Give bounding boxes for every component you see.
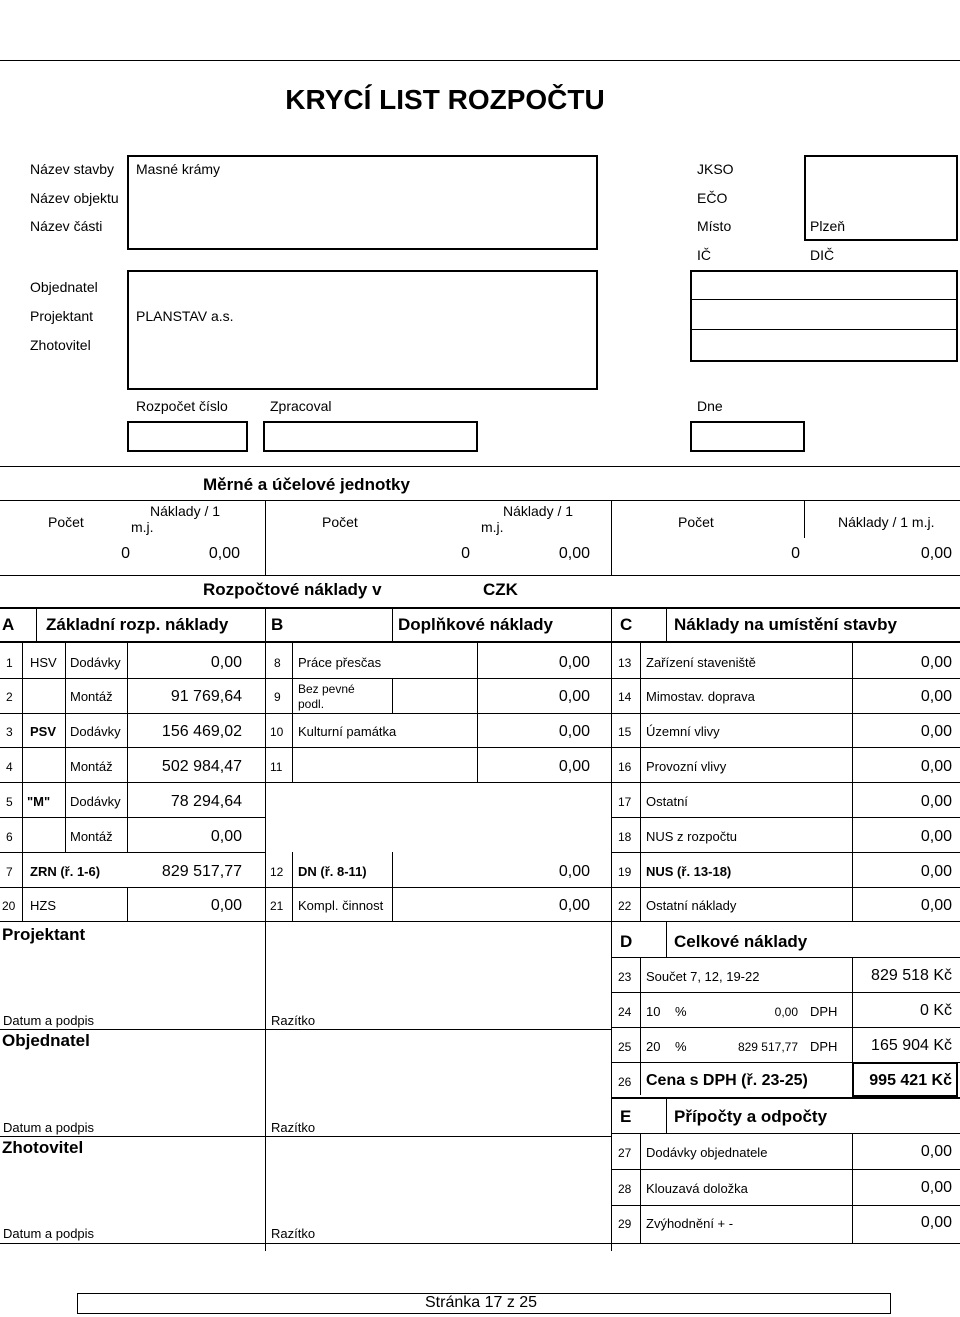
units-naklady-1-l1: Náklady / 1: [150, 503, 221, 519]
row-value: 0,00: [920, 828, 952, 845]
rule: [0, 466, 960, 467]
row-label: NUS z rozpočtu: [646, 829, 738, 844]
rule: [0, 1136, 611, 1137]
row-label: Dodávky: [70, 655, 121, 670]
divider: [666, 921, 667, 957]
row-line: [611, 992, 960, 993]
row-num: 13: [618, 656, 632, 670]
vat-pct: %: [675, 1004, 687, 1019]
row-num: 19: [618, 865, 632, 879]
row-value: 0,00: [920, 1143, 952, 1160]
units-pocet-1: Počet: [48, 514, 84, 530]
row-label: HZS: [30, 898, 56, 913]
label-nazev-stavby: Název stavby: [30, 161, 115, 177]
row-num: 11: [270, 760, 283, 774]
row-num: 3: [6, 725, 13, 739]
row-line: [611, 1097, 960, 1099]
rule: [0, 1243, 960, 1244]
row-num: 25: [618, 1040, 632, 1054]
row-num: 5: [6, 795, 13, 809]
sig-projektant: Projektant: [2, 925, 86, 944]
row-label: NUS (ř. 13-18): [646, 864, 732, 879]
row-line: [0, 747, 960, 748]
units-naklady-2-l2: m.j.: [481, 519, 504, 535]
vat-label: DPH: [810, 1039, 838, 1054]
row-group: "M": [27, 794, 51, 809]
row-label: Montáž: [70, 689, 113, 704]
label-nazev-casti: Název části: [30, 218, 103, 234]
row-group: PSV: [30, 724, 57, 739]
razitko: Razítko: [271, 1013, 316, 1028]
razitko: Razítko: [271, 1120, 316, 1135]
zpracoval-field[interactable]: [263, 421, 478, 452]
row-num: 29: [618, 1217, 632, 1231]
row-num: 18: [618, 830, 632, 844]
divider: [666, 607, 667, 641]
row-value: 0,00: [920, 863, 952, 880]
row-value: 0,00: [558, 897, 590, 914]
label-misto: Místo: [697, 218, 732, 234]
secC-letter: C: [620, 615, 633, 634]
row-line: [611, 1133, 960, 1134]
row-label: ZRN (ř. 1-6): [30, 864, 101, 879]
row-num: 24: [618, 1005, 632, 1019]
row-value: 0,00: [558, 688, 590, 705]
divider: [265, 607, 266, 641]
units-pocet1-value: 0: [121, 545, 130, 562]
row-num: 2: [6, 690, 13, 704]
row-label: Montáž: [70, 829, 113, 844]
sig-divider: [265, 921, 266, 1251]
col-line: [640, 957, 641, 1095]
row-label: Ostatní náklady: [646, 898, 737, 913]
row-value: 0,00: [210, 828, 242, 845]
col-line: [640, 641, 641, 921]
units-naklady-2-l1: Náklady / 1: [503, 503, 574, 519]
row-num: 7: [6, 865, 13, 879]
row-line: [0, 921, 960, 922]
secD-title: Celkové náklady: [674, 932, 808, 951]
datum-podpis: Datum a podpis: [3, 1226, 95, 1241]
page-number: Stránka 17 z 25: [425, 1294, 538, 1311]
col-line: [392, 678, 393, 713]
row-label: Součet 7, 12, 19-22: [646, 969, 760, 984]
col-line: [127, 641, 128, 852]
budget-currency: CZK: [483, 580, 518, 599]
ic-box[interactable]: [690, 270, 958, 362]
row-value: 0,00: [558, 654, 590, 671]
row-value: 0,00: [210, 654, 242, 671]
vat-base: 829 517,77: [737, 1040, 798, 1054]
vat-rate: 10: [646, 1004, 661, 1019]
row-line: [611, 852, 960, 853]
row-value: 0,00: [920, 1179, 952, 1196]
units-pocet2-value: 0: [461, 545, 470, 562]
row-num: 21: [270, 899, 284, 913]
row-line: [0, 678, 960, 679]
rule: [0, 607, 960, 609]
col-line: [611, 641, 612, 921]
row-num: 14: [618, 690, 632, 704]
row-num: 16: [618, 760, 632, 774]
row-label: Cena s DPH (ř. 23-25): [646, 1072, 808, 1089]
sig-zhotovitel: Zhotovitel: [2, 1138, 84, 1157]
row-label: Provozní vlivy: [646, 759, 727, 774]
secA-title: Základní rozp. náklady: [46, 615, 229, 634]
row-label: Mimostav. doprava: [646, 689, 755, 704]
sig-divider: [611, 921, 612, 1251]
row-num: 1: [6, 656, 13, 670]
parties-box[interactable]: [127, 270, 598, 390]
col-line: [477, 641, 478, 782]
row-label-line2: podl.: [298, 697, 325, 711]
row-line: [611, 957, 960, 958]
vat-base: 0,00: [774, 1005, 798, 1019]
units-naklady3-value: 0,00: [920, 545, 952, 562]
label-zpracoval: Zpracoval: [270, 398, 332, 414]
vat-rate: 20: [646, 1039, 661, 1054]
row-line: [0, 713, 960, 714]
label-eco: EČO: [697, 190, 728, 206]
row-line: [611, 817, 960, 818]
row-label-line1: Bez pevné: [298, 682, 355, 696]
col-line: [292, 852, 293, 921]
rule: [0, 641, 960, 643]
label-objednatel: Objednatel: [30, 279, 98, 295]
row-num: 12: [270, 865, 284, 879]
row-value: 0,00: [920, 793, 952, 810]
label-jkso: JKSO: [697, 161, 734, 177]
label-ic: IČ: [697, 247, 711, 263]
row-label: Dodávky: [70, 724, 121, 739]
row-value: 0,00: [920, 758, 952, 775]
secE-title: Přípočty a odpočty: [674, 1107, 828, 1126]
row-num: 27: [618, 1146, 632, 1160]
row-num: 10: [270, 725, 284, 739]
row-value: 91 769,64: [170, 688, 242, 705]
row-num: 28: [618, 1182, 632, 1196]
row-value: 156 469,02: [161, 723, 242, 740]
row-line: [611, 1169, 960, 1170]
row-label: Zařízení staveniště: [646, 655, 756, 670]
units-divider: [265, 500, 266, 576]
row-value: 0 Kč: [919, 1002, 952, 1019]
label-zhotovitel: Zhotovitel: [30, 337, 91, 353]
row-label: Dodávky objednatele: [646, 1145, 768, 1160]
row-line: [0, 887, 960, 888]
dne-field[interactable]: [690, 421, 805, 452]
secA-letter: A: [2, 615, 15, 634]
rozpocet-cislo-field[interactable]: [127, 421, 248, 452]
col-line: [127, 887, 128, 921]
vat-pct: %: [675, 1039, 687, 1054]
row-label: Kulturní památka: [298, 724, 397, 739]
row-group: HSV: [30, 655, 57, 670]
col-line: [265, 641, 266, 921]
units-divider: [611, 500, 612, 576]
row-value: 829 517,77: [161, 863, 242, 880]
row-value: 0,00: [920, 723, 952, 740]
units-divider: [804, 500, 805, 538]
divider: [392, 607, 393, 641]
row-label: Územní vlivy: [646, 724, 720, 739]
row-num: 4: [6, 760, 13, 774]
secB-letter: B: [271, 615, 284, 634]
secC-title: Náklady na umístění stavby: [674, 615, 897, 634]
row-line: [0, 817, 265, 818]
sig-objednatel: Objednatel: [2, 1031, 90, 1050]
row-label: Zvýhodnění + -: [646, 1216, 734, 1231]
datum-podpis: Datum a podpis: [3, 1013, 95, 1028]
row-label: DN (ř. 8-11): [298, 864, 367, 879]
secE-letter: E: [620, 1107, 632, 1126]
row-value: 829 518 Kč: [871, 967, 952, 984]
row-value: 0,00: [210, 897, 242, 914]
row-num: 15: [618, 725, 632, 739]
row-label: Kompl. činnost: [298, 898, 384, 913]
row-num: 17: [618, 795, 632, 809]
col-line: [292, 641, 293, 782]
row-label: Práce přesčas: [298, 655, 382, 670]
row-num: 8: [274, 656, 281, 670]
label-projektant: Projektant: [30, 308, 94, 324]
label-nazev-objektu: Název objektu: [30, 190, 119, 206]
row-num: 6: [6, 830, 13, 844]
col-line: [640, 1133, 641, 1243]
row-value: 165 904 Kč: [871, 1037, 952, 1054]
row-line: [0, 782, 960, 783]
secD-letter: D: [620, 932, 633, 951]
units-pocet-3: Počet: [678, 514, 714, 530]
col-line: [22, 641, 23, 921]
budget-heading: Rozpočtové náklady v: [203, 580, 382, 599]
label-dne: Dne: [697, 398, 723, 414]
row-num: 26: [618, 1075, 632, 1089]
row-value: 0,00: [920, 654, 952, 671]
row-value: 0,00: [920, 688, 952, 705]
units-naklady1-value: 0,00: [208, 545, 240, 562]
row-value: 0,00: [558, 863, 590, 880]
units-heading: Měrné a účelové jednotky: [203, 475, 410, 494]
rule: [0, 500, 960, 501]
row-value: 0,00: [558, 758, 590, 775]
row-value: 0,00: [920, 1214, 952, 1231]
units-pocet3-value: 0: [791, 545, 800, 562]
row-value: 0,00: [558, 723, 590, 740]
row-label: Montáž: [70, 759, 113, 774]
misto-value: Plzeň: [810, 218, 846, 234]
row-num: 23: [618, 970, 632, 984]
page-title: KRYCÍ LIST ROZPOČTU: [285, 84, 605, 115]
stavba-value: Masné krámy: [136, 161, 221, 177]
col-line: [392, 852, 393, 921]
col-line: [852, 1133, 853, 1243]
razitko: Razítko: [271, 1226, 316, 1241]
row-value: 0,00: [920, 897, 952, 914]
row-num: 20: [2, 899, 16, 913]
row-line: [611, 1027, 960, 1028]
row-line: [0, 852, 265, 853]
col-line: [852, 641, 853, 921]
row-label: Dodávky: [70, 794, 121, 809]
units-naklady-3: Náklady / 1 m.j.: [838, 514, 935, 530]
row-label: Klouzavá doložka: [646, 1181, 748, 1196]
divider: [36, 607, 37, 641]
units-naklady2-value: 0,00: [558, 545, 590, 562]
ic-box-divider: [690, 299, 958, 300]
grand-total-value: 995 421 Kč: [869, 1072, 952, 1089]
rule: [0, 1029, 611, 1030]
row-num: 22: [618, 899, 632, 913]
label-dic: DIČ: [810, 247, 835, 263]
units-naklady-1-l2: m.j.: [131, 519, 154, 535]
label-rozpocet-cislo: Rozpočet číslo: [136, 398, 228, 414]
vat-label: DPH: [810, 1004, 838, 1019]
row-line: [611, 1205, 960, 1206]
row-label: Ostatní: [646, 794, 688, 809]
projektant-value: PLANSTAV a.s.: [136, 308, 234, 324]
row-value: 78 294,64: [170, 793, 242, 810]
secB-title: Doplňkové náklady: [398, 615, 553, 634]
divider: [666, 1097, 667, 1133]
rule: [0, 575, 960, 576]
row-num: 9: [274, 690, 281, 704]
col-line: [65, 641, 66, 852]
units-pocet-2: Počet: [322, 514, 358, 530]
divider: [611, 607, 612, 641]
row-value: 502 984,47: [161, 758, 242, 775]
ic-box-divider: [690, 329, 958, 330]
top-rule: [0, 60, 960, 61]
datum-podpis: Datum a podpis: [3, 1120, 95, 1135]
